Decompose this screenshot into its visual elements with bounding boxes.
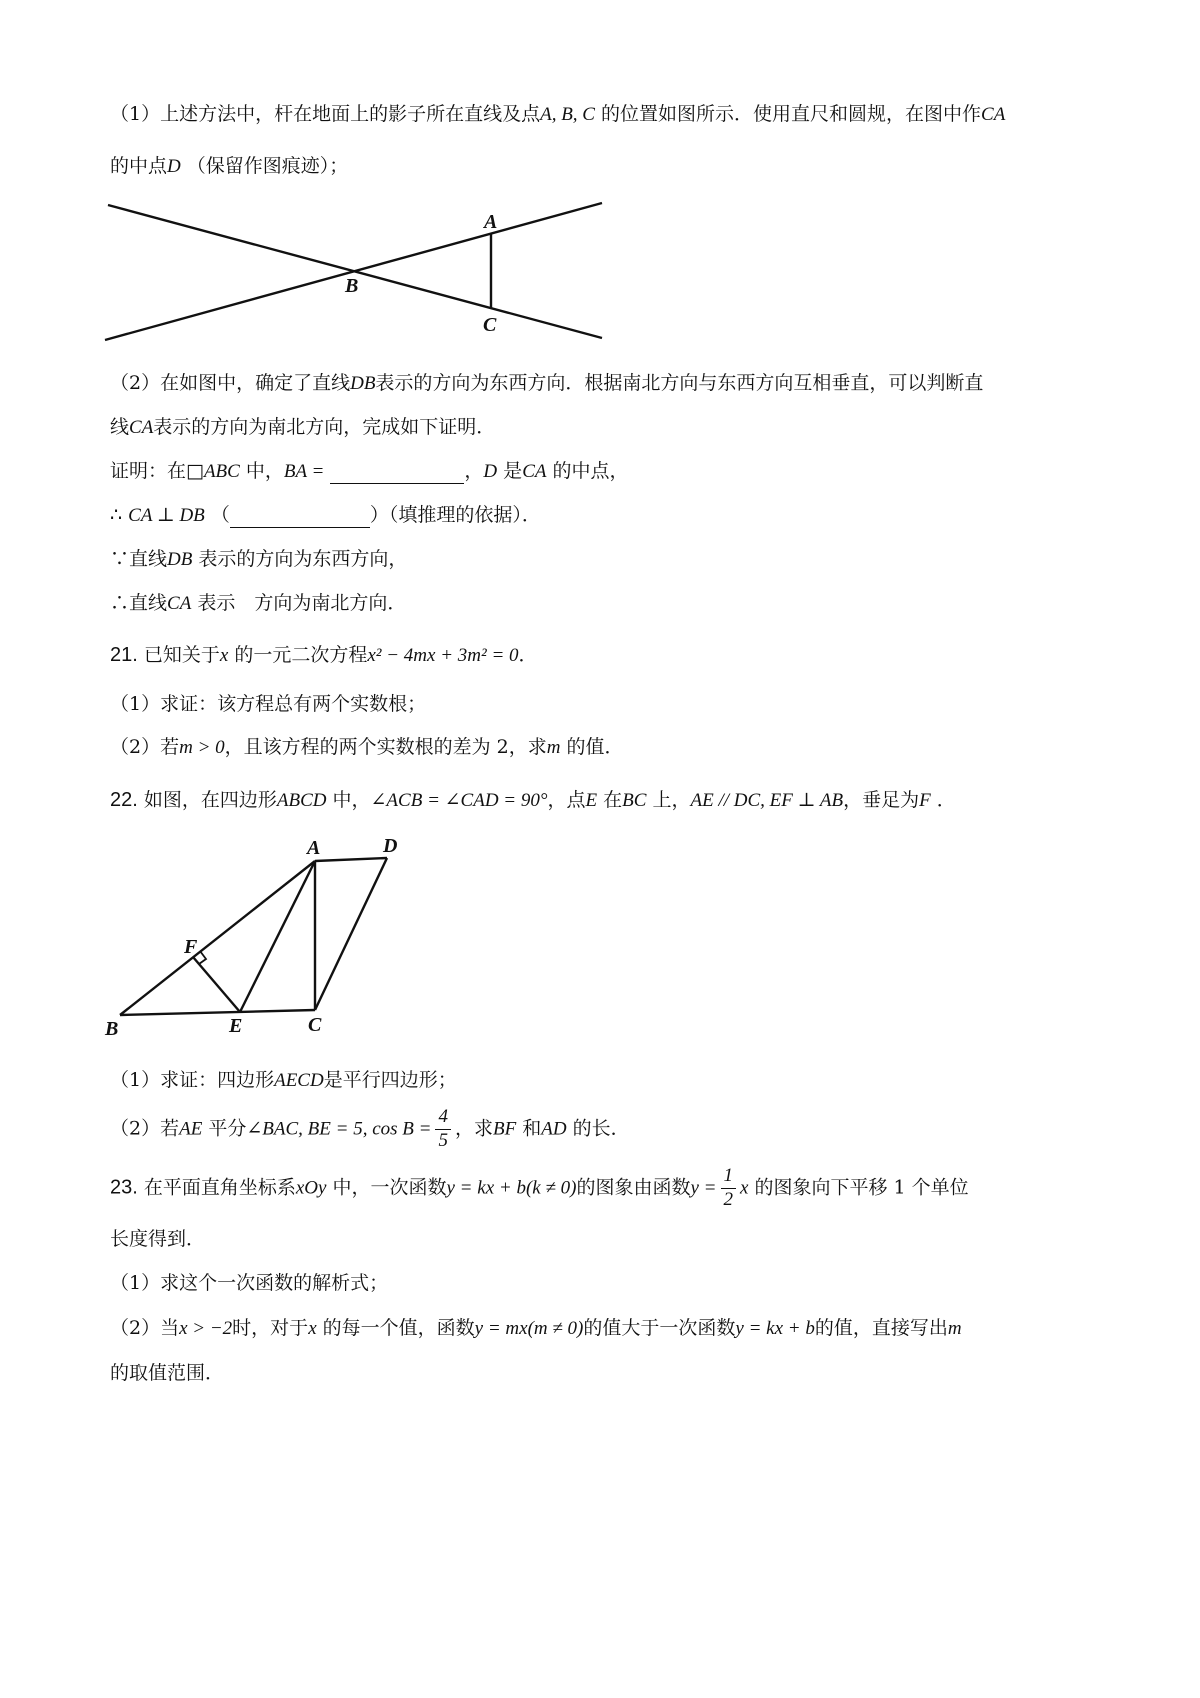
denominator: 2: [723, 1188, 733, 1210]
segment-bf: BF: [492, 1118, 517, 1140]
q23-part2-line1: [110, 1317, 962, 1341]
text: ∴直线: [110, 592, 168, 614]
text: 表示的方向为南北方向，完成如下证明．: [153, 416, 496, 438]
text: （1）求证：四边形: [110, 1069, 275, 1091]
text: ，垂足为: [843, 789, 920, 811]
figure-1-shadow-lines: [0, 0, 700, 360]
function-mx: y = mx(m ≠ 0): [474, 1318, 584, 1339]
text: ．: [518, 644, 538, 666]
text: （1）求这个一次函数的解析式；: [110, 1272, 389, 1294]
var-m: m: [546, 737, 561, 758]
text: 是: [497, 460, 523, 482]
segment-ca: CA: [167, 593, 192, 614]
text: 已知关于: [137, 644, 220, 666]
numerator: 4: [435, 1106, 451, 1130]
q22-part1: [110, 1069, 457, 1093]
text: 在平面直角坐标系: [137, 1176, 296, 1199]
segment-db: DB: [350, 373, 376, 394]
segment-ca: CA: [129, 417, 154, 438]
text: （2）若: [110, 736, 180, 758]
q21-stem: [110, 643, 538, 668]
segment-ad: [315, 858, 387, 861]
text: 的图象向下平移 1 个单位: [748, 1176, 969, 1199]
coordinate-system: xOy: [295, 1177, 327, 1199]
q21-part1: [110, 693, 426, 716]
segment-ae: AE: [179, 1118, 203, 1140]
fraction-four-fifths: [435, 1106, 451, 1153]
text: 的中点: [110, 155, 168, 177]
point-d: D: [167, 156, 181, 177]
function-kx-b: y = kx + b: [735, 1318, 815, 1339]
condition: x > −2: [179, 1318, 233, 1339]
label-b: B: [105, 1018, 119, 1040]
text: ，求: [454, 1117, 493, 1140]
q20-part2-line1: [110, 372, 983, 396]
text: 证明：在□: [110, 460, 204, 482]
segment-ba: [120, 861, 315, 1015]
segment-ca: CA: [522, 461, 547, 482]
text: 中，一次函数: [326, 1176, 447, 1199]
text: 长度得到．: [110, 1228, 206, 1250]
point-d: D: [483, 461, 498, 482]
given-condition: ∠BAC, BE = 5, cos B =: [246, 1118, 432, 1140]
text: 上，: [646, 789, 691, 811]
question-number: 22.: [110, 789, 138, 811]
denominator: 5: [438, 1129, 448, 1151]
text: 的位置如图所示．使用直尺和圆规，在图中作: [594, 103, 982, 125]
label-c: C: [483, 314, 497, 336]
label-a: A: [307, 837, 321, 859]
text: 表示 方向为南北方向．: [191, 592, 407, 614]
text: 和: [516, 1117, 542, 1140]
text: ，: [464, 460, 484, 482]
text: （1）求证：该方程总有两个实数根；: [110, 693, 427, 715]
text: ）（填推理的依据）．: [369, 504, 541, 526]
label-a: A: [484, 211, 498, 233]
question-number: 23.: [110, 1176, 138, 1199]
label-c: C: [308, 1014, 322, 1036]
q20-part2-line2: [110, 416, 495, 440]
segment-ad: AD: [541, 1118, 567, 1140]
question-number: 21.: [110, 644, 138, 666]
segment-db: DB: [167, 549, 193, 570]
text: 时，对于: [232, 1317, 309, 1339]
answer-blank-2[interactable]: [230, 504, 370, 528]
label-d: D: [383, 835, 398, 857]
q21-part2: [110, 736, 624, 760]
text: （1）上述方法中，杆在地面上的影子所在直线及点: [110, 103, 541, 125]
proof-line-3: [110, 548, 407, 572]
proof-line-1: [110, 460, 629, 484]
function-y-equals: y =: [690, 1177, 717, 1199]
linear-function: y = kx + b(k ≠ 0): [446, 1177, 577, 1199]
text: 的长．: [566, 1117, 630, 1140]
segment-dc: [315, 858, 387, 1010]
proof-line-4: [110, 592, 406, 616]
point-e: E: [585, 790, 598, 811]
q23-stem-line1: [110, 1165, 969, 1212]
angle-condition: ∠ACB = ∠CAD = 90°: [370, 790, 548, 811]
q22-stem: [110, 788, 956, 813]
text: （2）当: [110, 1317, 180, 1339]
perpendicular-statement: CA ⊥ DB: [128, 505, 205, 526]
q23-part1: [110, 1272, 388, 1295]
text: （2）在如图中，确定了直线: [110, 372, 351, 394]
quad-aecd: AECD: [274, 1070, 324, 1091]
text: 的一元二次方程: [228, 644, 368, 666]
text: 平分: [202, 1117, 247, 1140]
answer-blank-1[interactable]: [330, 460, 464, 484]
text: 表示的方向为东西方向．根据南北方向与东西方向互相垂直，可以判断直: [375, 372, 984, 394]
text: 的每一个值，函数: [316, 1317, 475, 1339]
text: 线: [110, 416, 130, 438]
text: 的取值范围．: [110, 1362, 225, 1384]
var-m: m: [947, 1318, 962, 1339]
segment-ca: CA: [981, 104, 1006, 125]
condition: m > 0: [179, 737, 225, 758]
text: 的值大于一次函数: [583, 1317, 736, 1339]
q22-part2: [110, 1106, 630, 1153]
segment-ae: [240, 861, 315, 1012]
points-abc: A, B, C: [540, 104, 595, 125]
var-x: x: [740, 1177, 749, 1199]
text: 如图，在四边形: [137, 789, 277, 811]
var-x: x: [219, 645, 229, 666]
triangle-abc: ABC: [203, 461, 240, 482]
text: 表示的方向为东西方向，: [192, 548, 408, 570]
text: 中，: [239, 460, 284, 482]
text: 是平行四边形；: [323, 1069, 457, 1091]
text: ∴: [110, 504, 129, 526]
numerator: 1: [721, 1165, 737, 1189]
quadratic-equation: x² − 4mx + 3m² = 0: [367, 645, 519, 666]
text: 的值．: [560, 736, 624, 758]
quad-abcd: ABCD: [276, 790, 327, 811]
proof-line-2: [110, 504, 541, 528]
text: （: [204, 504, 230, 526]
text: （保留作图痕迹）；: [180, 155, 349, 177]
text: （2）若: [110, 1117, 180, 1140]
text: 中，: [326, 789, 371, 811]
text: 的图象由函数: [576, 1176, 691, 1199]
q23-part2-line2: [110, 1362, 224, 1385]
segment-bc: BC: [622, 790, 647, 811]
label-f: F: [184, 936, 198, 958]
text: 在: [597, 789, 623, 811]
label-b: B: [345, 275, 359, 297]
q23-stem-line2: [110, 1228, 205, 1251]
text: 的值，直接写出: [814, 1317, 948, 1339]
ba-equals: BA =: [283, 461, 325, 482]
var-x: x: [308, 1318, 317, 1339]
segment-bc: [120, 1010, 315, 1015]
text: ∵直线: [110, 548, 168, 570]
figure-2-quadrilateral: [0, 820, 460, 1050]
label-e: E: [229, 1015, 243, 1037]
text: ，点: [547, 789, 586, 811]
point-f: F: [919, 790, 931, 811]
segment-ef: [193, 957, 240, 1012]
text: ．: [930, 789, 956, 811]
text: 的中点，: [546, 460, 629, 482]
fraction-one-half: [721, 1165, 737, 1212]
text: ，且该方程的两个实数根的差为 2，求: [224, 736, 547, 758]
relations: AE // DC, EF ⊥ AB: [690, 790, 844, 811]
